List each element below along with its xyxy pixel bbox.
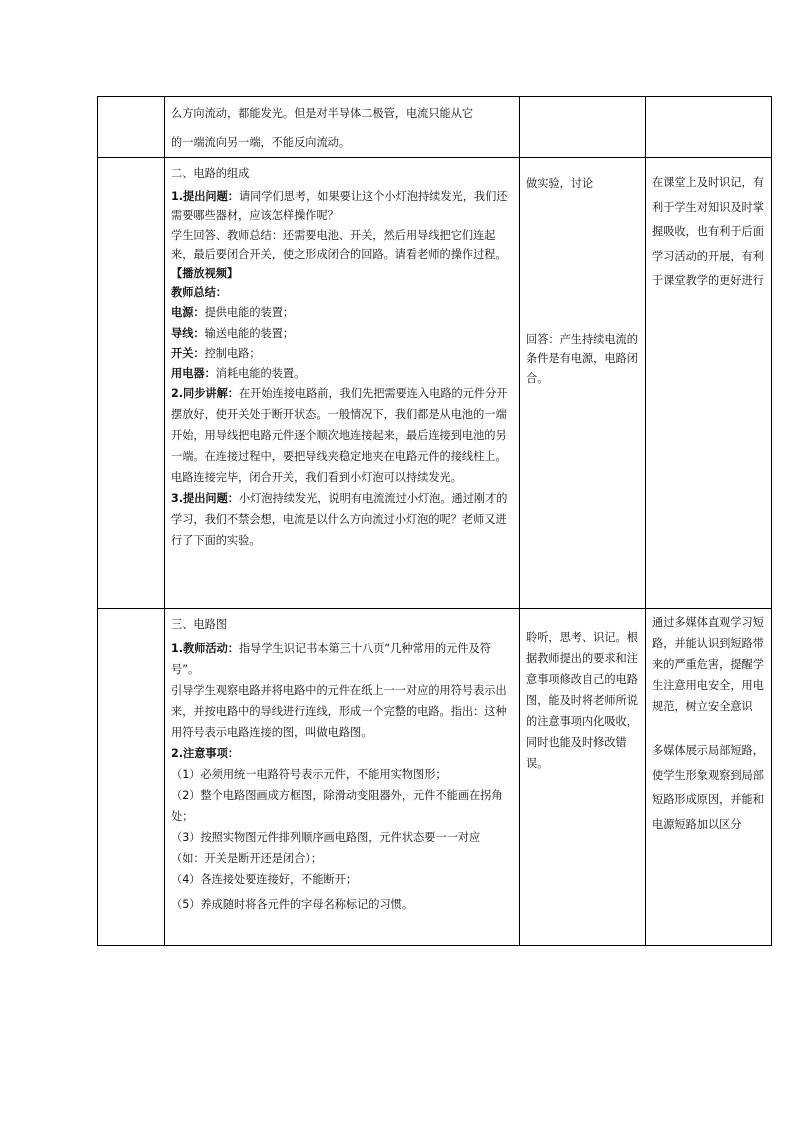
notes-label: 2.注意事项： [171, 747, 239, 761]
table-row [98, 97, 772, 158]
design-intent: 在课堂上及时识记，有利于学生对知识及时掌握吸收，也有利于后面学习活动的开展，有利于课堂教学的更好进行 [652, 176, 764, 287]
stage-cell [98, 97, 165, 158]
list-item: 开关：控制电路； [171, 346, 261, 360]
video-label: 【播放视频】 [171, 267, 239, 281]
section-title: 二、电路的组成 [171, 167, 250, 180]
intent-cell [646, 97, 772, 158]
list-item: （5）养成随时将各元件的字母名称标记的习惯。 [171, 898, 414, 912]
section-title: 三、电路图 [171, 618, 227, 631]
list-item: （1）必须用统一电路符号表示元件，不能用实物图形； [171, 768, 447, 782]
stage-cell [98, 609, 165, 946]
student-activity: 做实验，讨论 [526, 177, 594, 190]
paragraph: 的一端流向另一端，不能反向流动。 [171, 136, 351, 149]
design-intent: 多媒体展示局部短路，使学生形象观察到局部短路形成原因，并能和电源短路加以区分 [652, 744, 764, 831]
table-row [98, 158, 772, 609]
paragraph: 么方向流动，都能发光。但是对半导体二极管，电流只能从它 [171, 107, 474, 120]
list-item: 电源：提供电能的装置； [171, 306, 295, 320]
table-row [98, 609, 772, 946]
lesson-table [97, 96, 772, 946]
item-text: 请同学们思考，如果要让这个小灯泡持续发光，我们还需要哪些器材，应该怎样操作呢？ [171, 190, 508, 223]
list-item: （3）按照实物图元件排列顺序画电路图，元件状态要一一对应（如：开关是断开还是闭合）； [171, 831, 481, 866]
list-item: 用电器：消耗电能的装置。 [171, 367, 306, 381]
content-cell [165, 158, 520, 609]
paragraph: 3.提出问题：小灯泡持续发光，说明有电流流过小灯泡。通过刚才的学习，我们不禁会想，电流是以什么方向流过小灯泡的呢？老师又进行了下面的实验。 [171, 492, 508, 548]
student-cell [520, 158, 646, 609]
paragraph [171, 187, 513, 225]
intent-cell [646, 158, 772, 609]
list-item: （4）各连接处要连接好，不能断开； [171, 873, 358, 887]
student-cell [520, 609, 646, 946]
stage-cell [98, 158, 165, 609]
paragraph: 1.教师活动：指导学生识记书本第三十八页“几种常用的元件及符号”。 [171, 642, 491, 677]
content-cell [165, 609, 520, 946]
content-cell [165, 97, 520, 158]
summary-label: 教师总结： [171, 286, 227, 300]
student-activity: 回答：产生持续电流的条件是有电源，电路闭合。 [526, 333, 638, 385]
paragraph: 2.同步讲解：在开始连接电路前，我们先把需要连入电路的元件分开摆放好，使开关处于断开状态。一般情况下，我们都是从电池的一端开始，用导线把电路元件逐个顺次地连接起来，最后连接到电池的另一端。在连接过程中，要把导线夹稳定地夹在电路元件的接线柱上。电路连接完毕，闭合开关，我们看到小灯泡可以持续发光。 [171, 387, 508, 485]
list-item: （2）整个电路图画成方框图，除滑动变阻器外，元件不能画在拐角处； [171, 789, 503, 824]
student-cell [520, 97, 646, 158]
intent-cell [646, 609, 772, 946]
paragraph: 引导学生观察电路并将电路中的元件在纸上一一对应的用符号表示出来，并按电路中的导线进行连线，形成一个完整的电路。指出：这种用符号表示电路连接的图，叫做电路图。 [171, 684, 507, 740]
item-label: 1.提出问题： [171, 190, 239, 204]
design-intent: 通过多媒体直观学习短路，并能认识到短路带来的严重危害，提醒学生注意用电安全，用电规范，树立安全意识 [652, 616, 764, 713]
student-activity: 聆听，思考、识记。根据教师提出的要求和注意事项修改自己的电路图，能及时将老师所说的注意事项内化吸收，同时也能及时修改错误。 [526, 631, 638, 770]
list-item: 导线：输送电能的装置； [171, 326, 295, 340]
paragraph: 学生回答、教师总结：还需要电池、开关，然后用导线把它们连起来，最后要闭合开关，使之形成闭合的回路。请看老师的操作过程。 [171, 228, 507, 261]
